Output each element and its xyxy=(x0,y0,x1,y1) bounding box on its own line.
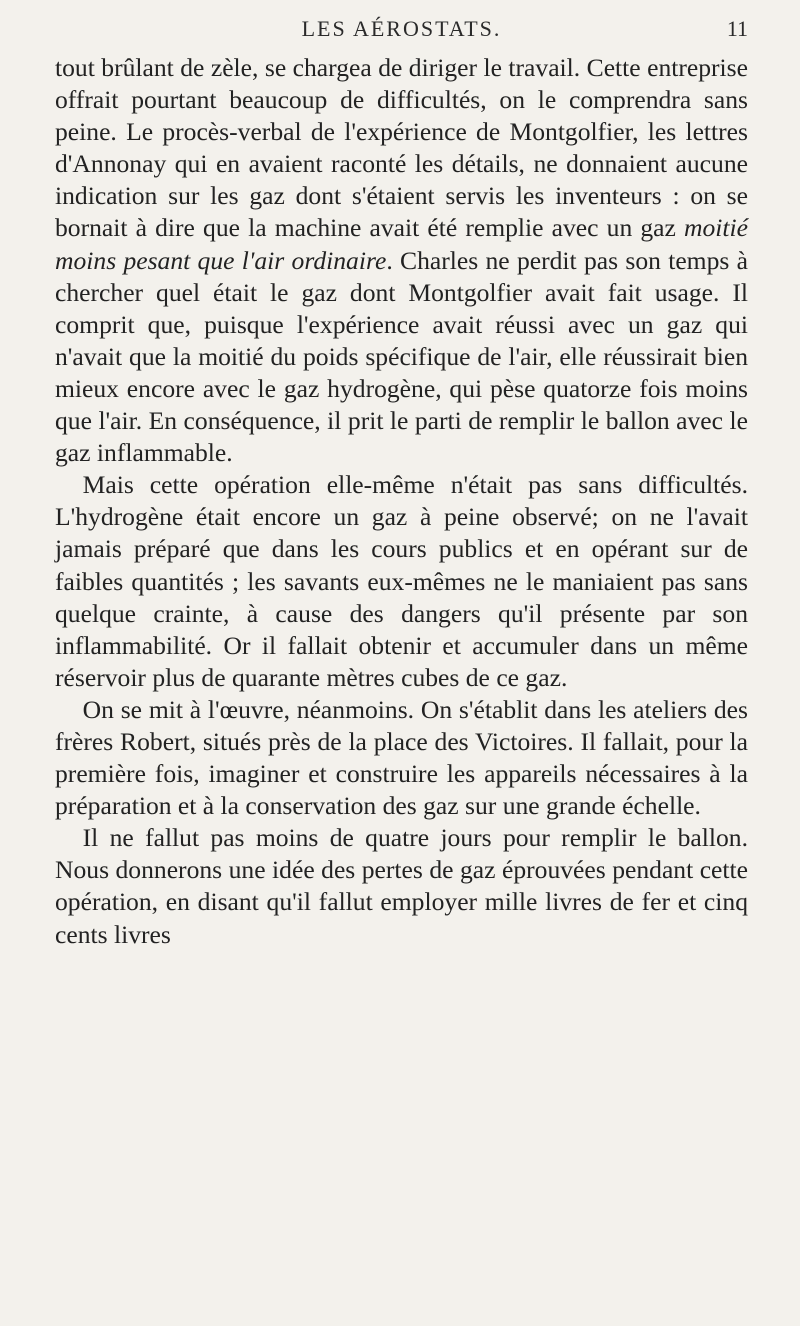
paragraph-4: Il ne fallut pas moins de quatre jours pour remplir le ballon. Nous donnerons une idée des pertes de gaz éprouvées pendant cette opération, en disant qu'il fallut employer mille livres de fer et cinq cents livres xyxy=(55,823,748,949)
paragraph-2: Mais cette opération elle-même n'était pas sans difficultés. L'hydrogène était encore un gaz à peine observé; on ne l'avait jamais préparé que dans les cours publics et en opérant sur de faibles quantités ; les savants eux-mêmes ne le maniaient pas sans quelque crainte, à cause des dangers qu'il présente par son inflammabilité. Or il fallait obtenir et accumuler dans un même réservoir plus de quarante mètres cubes de ce gaz. xyxy=(55,470,748,692)
page-number: 11 xyxy=(726,16,748,41)
paragraph-1-text-b: . Charles ne perdit pas son temps à chercher quel était le gaz dont Montgolfier avait fait usage. Il comprit que, puisque l'expérience avait réussi avec un gaz qui n'avait que la moitié du poids spécifique de l'air, elle réussirait bien mieux encore avec le gaz hydrogène, qui pèse quatorze fois moins que l'air. En conséquence, il prit le parti de remplir le ballon avec le gaz inflammable. xyxy=(55,245,748,468)
paragraph-1 xyxy=(55,52,748,469)
paragraph-1-text-a: tout brûlant de zèle, se chargea de diriger le travail. Cette entreprise offrait pourtant beaucoup de difficultés, on le comprendra sans peine. Le procès-verbal de l'expérience de Montgolfier, les lettres d'Annonay qui en avaient raconté les détails, ne donnaient aucune indication sur les gaz dont s'étaient servis les inventeurs : on se bornait à dire que la machine avait été remplie avec un gaz xyxy=(55,53,748,243)
body-text xyxy=(55,52,748,951)
paragraph-1-italic: moitié moins pesant que l'air ordinaire xyxy=(55,213,748,275)
paragraph-3: On se mit à l'œuvre, néanmoins. On s'établit dans les ateliers des frères Robert, situés près de la place des Victoires. Il fallait, pour la première fois, imaginer et construire les appareils nécessaires à la préparation et à la conservation des gaz sur une grande échelle. xyxy=(55,694,748,821)
running-title: LES AÉROSTATS. xyxy=(301,16,502,41)
running-head xyxy=(55,0,748,52)
